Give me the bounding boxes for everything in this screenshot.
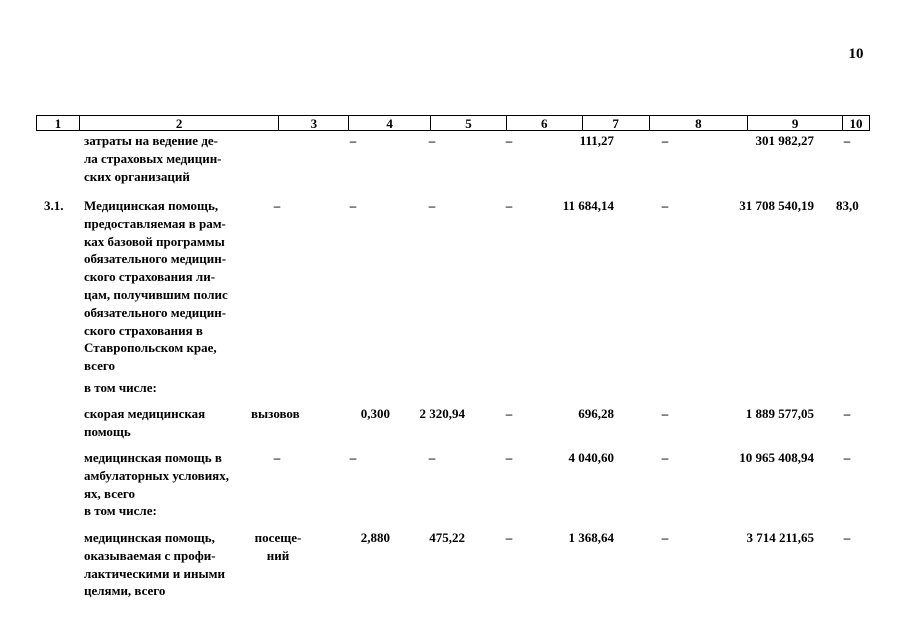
cell-c9: 1 889 577,05 (745, 406, 814, 421)
cell-c9: 10 965 408,94 (739, 450, 814, 465)
row-description: медицинская помощь в амбулаторных условиях, ях, всего в том числе: (84, 450, 229, 519)
cell-c3: посеще- ний (254, 530, 302, 563)
cell-c7: 1 368,64 (568, 530, 614, 545)
cell-c6: – (505, 450, 513, 465)
cell-c4: – (349, 198, 357, 213)
header-col-6: 6 (507, 116, 583, 130)
row-description: медицинская помощь, оказываемая с профи- лактическими и иными целями, всего (84, 530, 225, 599)
cell-c3: вызовов (251, 406, 300, 421)
cell-c5: – (428, 198, 436, 213)
cell-c6: – (505, 530, 513, 545)
row-description: Медицинская помощь, предоставляемая в рам- ках базовой программы обязательного медицин- ского страхования ли- цам, получившим полис обязательного медицин- ского страхования в Ставропольском крае, всего (84, 198, 228, 374)
table-header (36, 115, 870, 131)
header-col-4: 4 (349, 116, 431, 130)
cell-c4: – (349, 133, 357, 148)
cell-c5: – (428, 133, 436, 148)
cell-c4: – (349, 450, 357, 465)
row-subheading: в том числе: (84, 380, 157, 395)
cell-c5: 475,22 (429, 530, 465, 545)
header-col-5: 5 (431, 116, 507, 130)
row-description: затраты на ведение де- ла страховых медицин- ских организаций (84, 133, 222, 184)
row-number: 3.1. (44, 198, 64, 213)
cell-c10: – (843, 530, 851, 545)
cell-c5: 2 320,94 (419, 406, 465, 421)
cell-c7: 4 040,60 (568, 450, 614, 465)
cell-c3: – (273, 198, 281, 213)
cell-c10: – (843, 450, 851, 465)
header-col-9: 9 (748, 116, 843, 130)
cell-c7: 111,27 (579, 133, 614, 148)
header-col-1: 1 (37, 116, 80, 130)
cell-c7: 696,28 (578, 406, 614, 421)
page-number: 10 (848, 46, 864, 62)
header-col-7: 7 (583, 116, 650, 130)
cell-c5: – (428, 450, 436, 465)
cell-c8: – (661, 406, 669, 421)
cell-c9: 31 708 540,19 (739, 198, 814, 213)
cell-c8: – (661, 133, 669, 148)
cell-c6: – (505, 133, 513, 148)
cell-c8: – (661, 198, 669, 213)
cell-c9: 3 714 211,65 (746, 530, 814, 545)
cell-c10: – (843, 406, 851, 421)
header-col-2: 2 (80, 116, 280, 130)
cell-c4: 0,300 (360, 406, 390, 421)
header-col-8: 8 (650, 116, 749, 130)
cell-c3: – (273, 450, 281, 465)
cell-c4: 2,880 (360, 530, 390, 545)
header-col-10: 10 (849, 116, 863, 131)
cell-c6: – (505, 198, 513, 213)
cell-c10: – (843, 133, 851, 148)
cell-c9: 301 982,27 (755, 133, 814, 148)
cell-c8: – (661, 530, 669, 545)
cell-c6: – (505, 406, 513, 421)
cell-c10: 83,0 (836, 198, 859, 213)
cell-c7: 11 684,14 (562, 198, 614, 213)
header-col-3: 3 (279, 116, 349, 130)
row-description: скорая медицинская помощь (84, 406, 206, 439)
cell-c8: – (661, 450, 669, 465)
